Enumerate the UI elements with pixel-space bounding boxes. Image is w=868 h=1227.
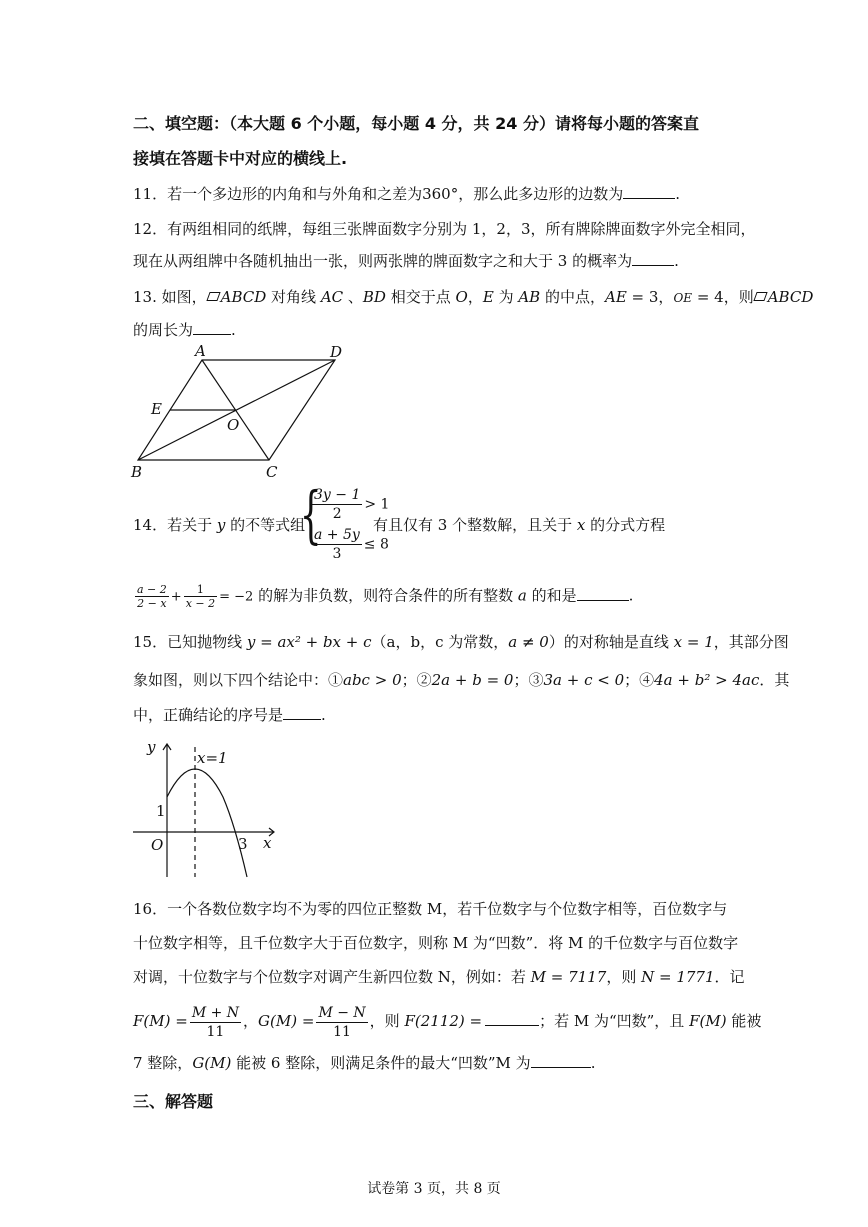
- question-12-line1: 12．有两组相同的纸牌，每组三张牌面数字分别为 1，2，3，所有牌除牌面数字外完全相同，: [133, 220, 756, 238]
- q15-part: ；③: [513, 671, 544, 689]
- q16-f-definition: F(M) =: [133, 1012, 188, 1030]
- q15-part: ）的对称轴是直线: [548, 633, 674, 651]
- q13-part: 对角线: [266, 288, 321, 306]
- q15-conclusion-3: 3a + c < 0: [543, 671, 625, 689]
- q14-var-a: a: [517, 586, 527, 605]
- q13-part: 13. 如图，: [133, 288, 207, 306]
- question-16-line2: 十位数字相等，且千位数字大于百位数字，则称 M 为“凹数”．将 M 的千位数字与百位数字: [133, 934, 739, 952]
- q13-ae: AE: [604, 288, 627, 306]
- q13-part: 的中点，: [540, 288, 605, 306]
- q16-f-frac: [190, 1004, 241, 1041]
- q14-eq-frac-2: [184, 583, 217, 610]
- parabola-figure: [125, 735, 285, 880]
- q11-answer-blank[interactable]: [623, 184, 675, 199]
- q15-part: （a，b，c 为常数，: [371, 633, 509, 651]
- question-14-line2: [133, 583, 633, 610]
- q16-part: ，则: [369, 1012, 405, 1030]
- question-15-line2: [133, 670, 789, 690]
- label-o: O: [227, 416, 240, 434]
- parallelogram-icon: [753, 292, 767, 301]
- q16-f-den: 11: [206, 1023, 225, 1040]
- question-14-line1-right: [373, 515, 665, 535]
- q14-brace: {: [299, 478, 322, 551]
- q15-part: 15．已知抛物线: [133, 633, 247, 651]
- q16-g-den: 11: [333, 1023, 351, 1040]
- q15-part: ．其: [759, 671, 790, 689]
- q13-part: = 4，则: [692, 288, 754, 306]
- label-a: A: [195, 342, 206, 360]
- q14-frac-2-den: 3: [332, 546, 342, 562]
- q13-end: .: [231, 321, 236, 339]
- question-13-line1: [133, 287, 813, 308]
- q16-g-num: M − N: [318, 1004, 366, 1021]
- question-16-line1: 16．一个各数位数字均不为零的四位正整数 M，若千位数字与个位数字相等，百位数字与: [133, 900, 728, 918]
- q15-axis: x = 1: [673, 633, 714, 651]
- q14-part: 有且仅有 3 个整数解，且关于: [373, 516, 577, 534]
- question-13-line2: [133, 320, 236, 340]
- q16-answer-blank-2[interactable]: [531, 1053, 591, 1068]
- section-heading-line2: 接填在答题卡中对应的横线上.: [133, 149, 348, 168]
- q14-frac-1: [312, 486, 362, 523]
- q16-end: .: [590, 1054, 596, 1072]
- q13-text: 的周长为: [133, 321, 194, 339]
- q15-answer-blank[interactable]: [283, 705, 321, 720]
- q16-f-m: F(M): [689, 1012, 727, 1030]
- q15-equation: y = ax² + bx + c: [246, 633, 372, 651]
- q13-part: = 3，: [626, 288, 674, 306]
- q15-part: ，其部分图: [713, 633, 789, 651]
- q16-example-n: N = 1771: [641, 968, 715, 986]
- parallelogram-icon: [206, 292, 220, 301]
- q13-part: 相交于点: [385, 288, 456, 306]
- q14-part: 14．若关于: [133, 516, 217, 534]
- q14-var-y: y: [216, 516, 226, 534]
- q13-answer-blank[interactable]: [193, 320, 231, 335]
- question-11: [133, 184, 680, 204]
- q15-part: 象如图，则以下四个结论中：①: [133, 671, 344, 689]
- parallelogram-figure: [125, 340, 355, 485]
- diagonal-bd: [138, 360, 335, 460]
- q14-eq-frac-1: [135, 583, 169, 610]
- q15-condition: a ≠ 0: [508, 633, 549, 651]
- q14-eq-rhs: = −2: [219, 589, 254, 605]
- label-e: E: [151, 400, 162, 418]
- q14-var-x: x: [576, 516, 586, 534]
- q16-part: ，则: [606, 968, 642, 986]
- section-answer-heading: 三、解答题: [133, 1092, 214, 1111]
- fig-label-origin: O: [151, 836, 164, 854]
- q13-part: 、: [343, 288, 363, 306]
- q15-end: .: [321, 706, 326, 724]
- q13-part: ，: [467, 288, 483, 306]
- q12-text: 现在从两组牌中各随机抽出一张，则两张牌的牌面数字之和大于 3 的概率为: [133, 252, 633, 270]
- question-15-line1: [133, 632, 789, 652]
- q16-part: 对调，十位数字与个位数字对调产生新四位数 N，例如：若: [133, 968, 531, 986]
- q16-part: 能被 6 整除，则满足条件的最大“凹数”M 为: [231, 1054, 531, 1072]
- label-b: B: [131, 463, 143, 481]
- q13-bd: BD: [362, 288, 386, 306]
- fig-label-one: 1: [156, 802, 166, 820]
- q14-end: .: [628, 586, 634, 605]
- q11-text: 11．若一个多边形的内角和与外角和之差为360°，那么此多边形的边数为: [133, 185, 624, 203]
- q16-g-definition: G(M) =: [258, 1012, 315, 1030]
- q14-rel-1: > 1: [364, 496, 390, 513]
- q13-o: O: [455, 288, 468, 306]
- q13-part: 为: [493, 288, 519, 306]
- q12-answer-blank[interactable]: [632, 251, 674, 266]
- q13-ac: AC: [320, 288, 344, 306]
- q15-text: 中，正确结论的序号是: [133, 706, 284, 724]
- q16-f-2112: F(2112) =: [404, 1012, 483, 1030]
- q14-frac-1-num: 3y − 1: [314, 487, 361, 503]
- q16-answer-blank-1[interactable]: [485, 1011, 539, 1026]
- q11-end: .: [675, 185, 681, 203]
- question-16-line4: [133, 1003, 761, 1041]
- question-16-line3: [133, 967, 745, 987]
- question-12-line2: [133, 251, 679, 271]
- q16-part: 能被: [726, 1012, 762, 1030]
- q16-f-num: M + N: [191, 1004, 240, 1021]
- q16-sep: ，: [243, 1012, 259, 1030]
- q16-part: ；若 M 为“凹数”，且: [539, 1012, 690, 1030]
- section-heading-line1: 二、填空题：（本大题 6 个小题，每小题 4 分，共 24 分）请将每小题的答案直: [133, 114, 699, 133]
- q16-g-m: G(M): [192, 1054, 232, 1072]
- q16-example-m: M = 7117: [530, 968, 607, 986]
- q15-conclusion-1: abc > 0: [343, 671, 402, 689]
- q15-part: ；②: [401, 671, 432, 689]
- q14-frac-1-den: 2: [332, 506, 342, 522]
- q13-ab: AB: [518, 288, 541, 306]
- question-16-line5: [133, 1053, 595, 1073]
- q13-abcd: ABCD: [220, 288, 267, 306]
- fig-label-symmetry: x=1: [197, 749, 228, 767]
- q15-conclusion-2: 2a + b = 0: [431, 671, 514, 689]
- q14-eq-plus: +: [170, 589, 182, 605]
- page-footer: 试卷第 3 页，共 8 页: [367, 1181, 501, 1197]
- q14-frac-2: [312, 526, 362, 563]
- q14-part: 的解为非负数，则符合条件的所有整数: [253, 586, 518, 605]
- q16-part: 7 整除，: [133, 1054, 193, 1072]
- q14-eq-den1: 2 − x: [137, 597, 167, 610]
- q13-abcd2: ABCD: [767, 288, 814, 306]
- q15-conclusion-4: 4a + b² > 4ac: [654, 671, 760, 689]
- parabola-curve: [167, 769, 247, 877]
- question-15-line3: [133, 705, 326, 725]
- q14-eq-num1: a − 2: [137, 583, 167, 596]
- q12-end: .: [674, 252, 679, 270]
- q14-part: 的和是: [526, 586, 577, 605]
- q14-eq-den2: x − 2: [185, 597, 216, 610]
- q16-g-frac: [316, 1004, 367, 1041]
- q13-oe: OE: [673, 291, 693, 305]
- q14-frac-2-num: a + 5y: [314, 527, 360, 543]
- q14-part: 的分式方程: [585, 516, 666, 534]
- q13-e: E: [482, 288, 494, 306]
- q14-part: 的不等式组: [225, 516, 306, 534]
- q14-eq-num2: 1: [184, 583, 217, 597]
- label-d: D: [330, 343, 343, 361]
- q14-rel-2: ≤ 8: [363, 536, 389, 553]
- q14-answer-blank[interactable]: [577, 586, 629, 601]
- q15-part: ；④: [624, 671, 655, 689]
- question-14-line1-left: [133, 515, 305, 535]
- q16-part: ．记: [714, 968, 745, 986]
- fig-label-three: 3: [238, 835, 248, 853]
- fig-label-y: y: [147, 738, 156, 756]
- fig-label-x: x: [263, 834, 272, 852]
- label-c: C: [266, 463, 278, 481]
